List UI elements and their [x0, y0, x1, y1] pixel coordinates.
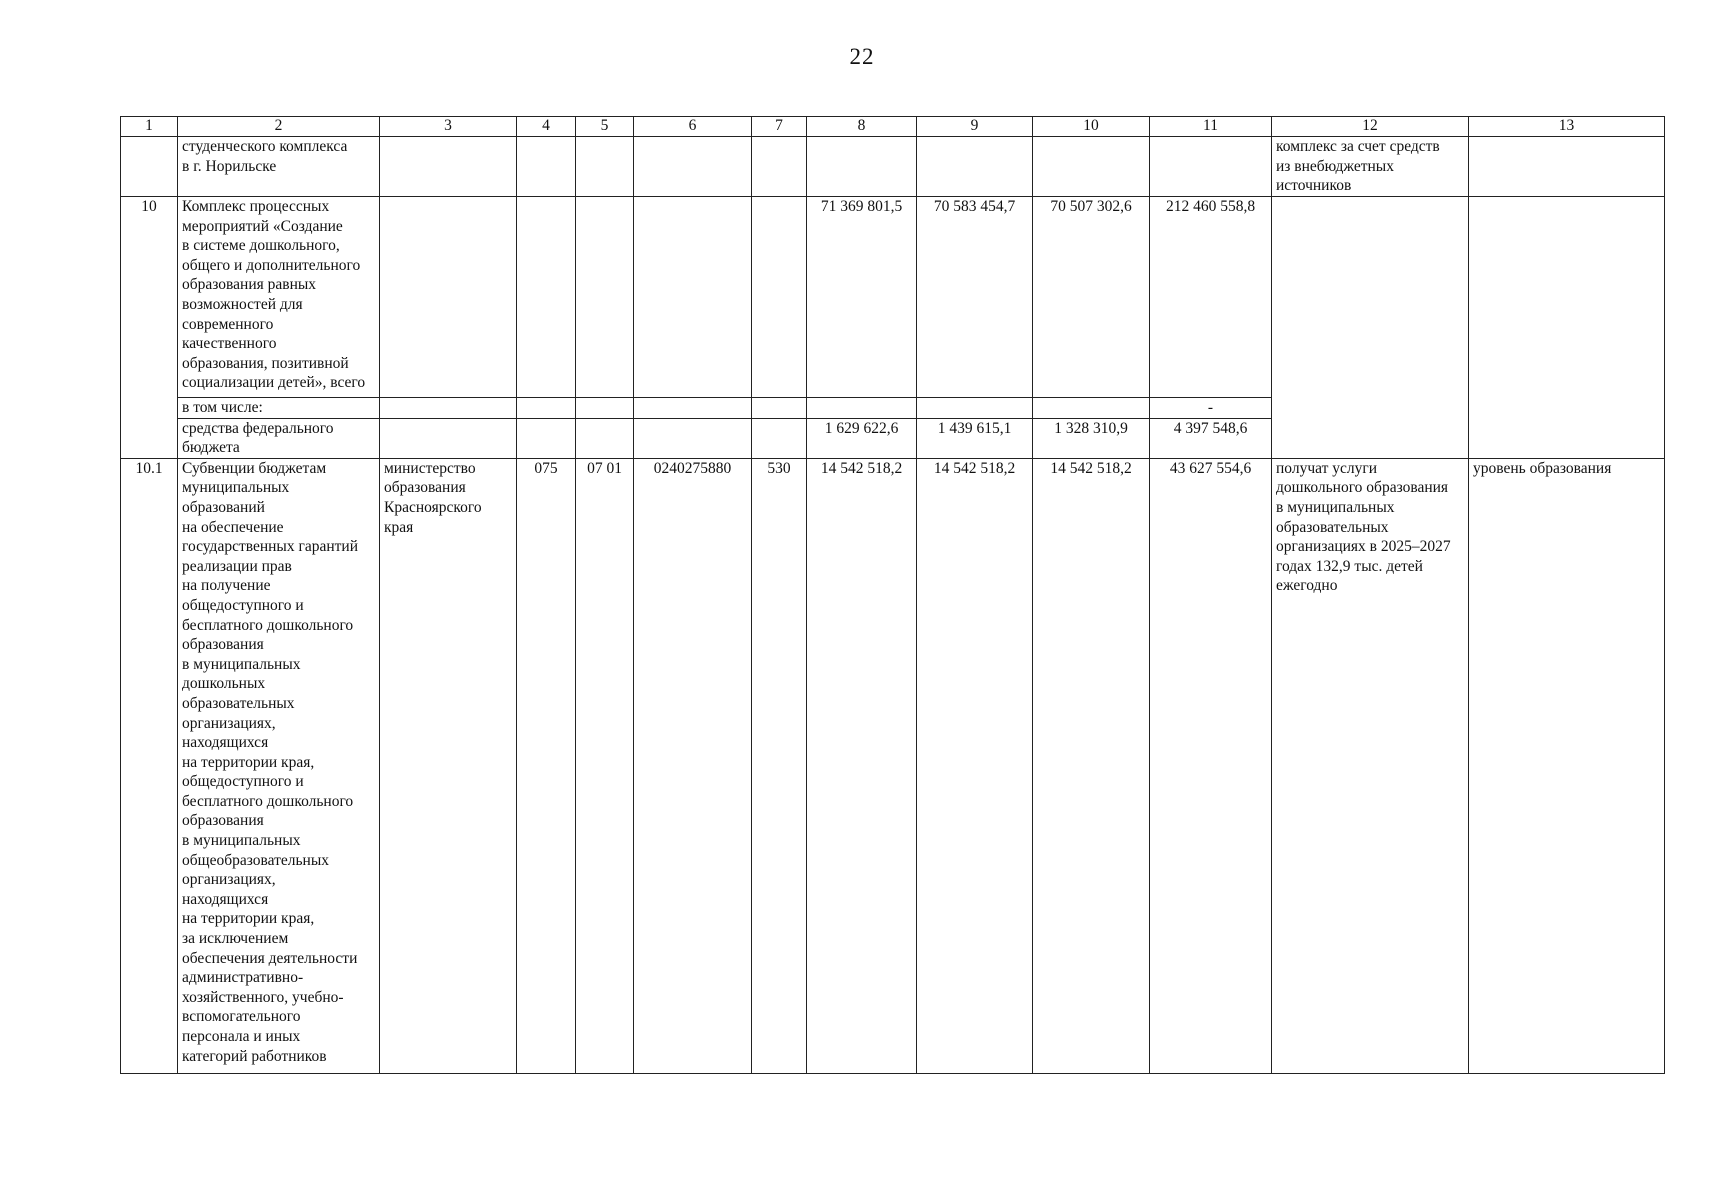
responsible-executor-cell: министерство образования Красноярского края [380, 458, 517, 1073]
amount-total-cell: 212 460 558,8 [1150, 197, 1272, 398]
amount-2026-cell: 70 583 454,7 [917, 197, 1033, 398]
column-header: 5 [576, 117, 634, 137]
empty-cell [380, 137, 517, 197]
empty-cell [517, 418, 576, 458]
empty-cell [752, 197, 807, 398]
amount-total-cell: 43 627 554,6 [1150, 458, 1272, 1073]
amount-total-cell: - [1150, 398, 1272, 419]
table-row-10 [121, 197, 1665, 398]
measure-name-cell: Субвенции бюджетам муниципальных образований на обеспечение государственных гарантий реализации прав на получение общедоступного и бесплатного дошкольного образования в муниципальных дошкольных образовательных организациях, находящихся на территории края, общедоступного и бесплатного дошкольного образования в муниципальных общеобразовательных организациях, находящихся на территории края, за исключением обеспечения деятельности административно- хозяйственного, учебно- вспомогательного персонала и иных категорий работников [178, 458, 380, 1073]
amount-2025-cell: 14 542 518,2 [807, 458, 917, 1073]
including-label-cell: в том числе: [178, 398, 380, 419]
empty-cell [380, 418, 517, 458]
empty-cell [1033, 398, 1150, 419]
amount-total-cell: 4 397 548,6 [1150, 418, 1272, 458]
empty-cell [634, 197, 752, 398]
empty-cell [807, 137, 917, 197]
empty-cell [634, 418, 752, 458]
funding-source-cell: средства федерального бюджета [178, 418, 380, 458]
column-header: 7 [752, 117, 807, 137]
empty-cell [1150, 137, 1272, 197]
measure-name-cell: Комплекс процессных мероприятий «Создание в системе дошкольного, общего и дополнительного образования равных возможностей для современного качественного образования, позитивной социализации детей», всего [178, 197, 380, 398]
measure-name-cell: студенческого комплекса в г. Норильске [178, 137, 380, 197]
target-article-cell: 0240275880 [634, 458, 752, 1073]
column-number-header-row [121, 117, 1665, 137]
column-header: 9 [917, 117, 1033, 137]
empty-cell [576, 398, 634, 419]
column-header: 13 [1469, 117, 1665, 137]
empty-cell [1033, 137, 1150, 197]
column-header: 1 [121, 117, 178, 137]
result-cell: комплекс за счет средств из внебюджетных источников [1272, 137, 1469, 197]
amount-2026-cell: 14 542 518,2 [917, 458, 1033, 1073]
indicator-cell: уровень образования [1469, 458, 1665, 1073]
budget-table [120, 116, 1665, 1074]
empty-cell [517, 398, 576, 419]
column-header: 11 [1150, 117, 1272, 137]
empty-cell [517, 137, 576, 197]
column-header: 2 [178, 117, 380, 137]
column-header: 3 [380, 117, 517, 137]
column-header: 6 [634, 117, 752, 137]
row-number-cell: 10.1 [121, 458, 178, 1073]
empty-cell [807, 398, 917, 419]
amount-2027-cell: 1 328 310,9 [1033, 418, 1150, 458]
row-number-cell [121, 137, 178, 197]
empty-cell [576, 418, 634, 458]
amount-2027-cell: 70 507 302,6 [1033, 197, 1150, 398]
empty-cell [1469, 197, 1665, 459]
empty-cell [752, 137, 807, 197]
row-number-cell: 10 [121, 197, 178, 459]
table-row-continuation [121, 137, 1665, 197]
page-number: 22 [849, 44, 875, 69]
expected-result-cell: получат услуги дошкольного образования в муниципальных образовательных организациях в 2025–2027 годах 132,9 тыс. детей ежегодно [1272, 458, 1469, 1073]
column-header: 12 [1272, 117, 1469, 137]
amount-2026-cell: 1 439 615,1 [917, 418, 1033, 458]
amount-2027-cell: 14 542 518,2 [1033, 458, 1150, 1073]
empty-cell [1272, 197, 1469, 459]
empty-cell [917, 137, 1033, 197]
empty-cell [576, 137, 634, 197]
empty-cell [634, 137, 752, 197]
empty-cell [380, 398, 517, 419]
empty-cell [752, 418, 807, 458]
empty-cell [917, 398, 1033, 419]
column-header: 8 [807, 117, 917, 137]
expense-type-cell: 530 [752, 458, 807, 1073]
empty-cell [1469, 137, 1665, 197]
empty-cell [517, 197, 576, 398]
column-header: 10 [1033, 117, 1150, 137]
amount-2025-cell: 71 369 801,5 [807, 197, 917, 398]
empty-cell [752, 398, 807, 419]
empty-cell [576, 197, 634, 398]
grbs-code-cell: 075 [517, 458, 576, 1073]
amount-2025-cell: 1 629 622,6 [807, 418, 917, 458]
section-code-cell: 07 01 [576, 458, 634, 1073]
column-header: 4 [517, 117, 576, 137]
empty-cell [634, 398, 752, 419]
empty-cell [380, 197, 517, 398]
table-row-10-1 [121, 458, 1665, 1073]
